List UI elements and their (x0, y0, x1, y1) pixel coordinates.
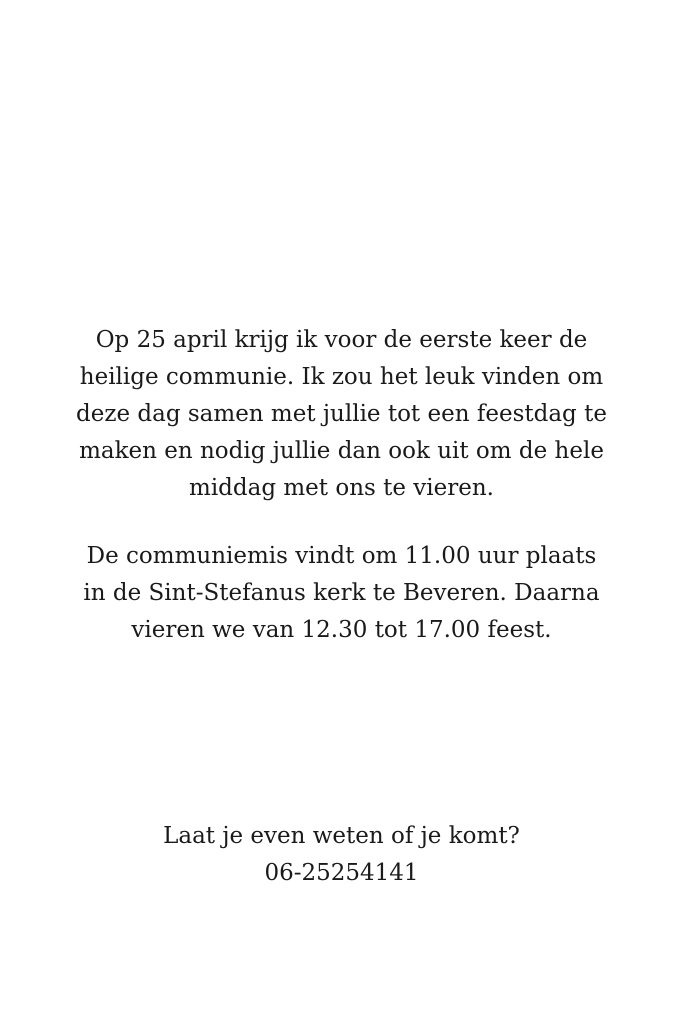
details-paragraph (0, 538, 683, 649)
intro-line-4: maken en nodig jullie dan ook uit om de hele (79, 438, 604, 464)
rsvp-question: Laat je even weten of je komt? (163, 823, 520, 849)
intro-line-5: middag met ons te vieren. (189, 475, 494, 501)
intro-paragraph (0, 322, 683, 507)
details-line-2: in de Sint-Stefanus kerk te Beveren. Daarna (83, 580, 600, 606)
intro-line-1: Op 25 april krijg ik voor de eerste keer de (95, 327, 588, 353)
phone-number: 06-25254141 (264, 860, 419, 886)
details-line-1: De communiemis vindt om 11.00 uur plaats (86, 543, 597, 569)
intro-line-3: deze dag samen met jullie tot een feestdag te (76, 401, 607, 427)
details-line-3: vieren we van 12.30 tot 17.00 feest. (131, 617, 552, 643)
intro-line-2: heilige communie. Ik zou het leuk vinden om (79, 364, 604, 390)
rsvp-section (0, 818, 683, 892)
